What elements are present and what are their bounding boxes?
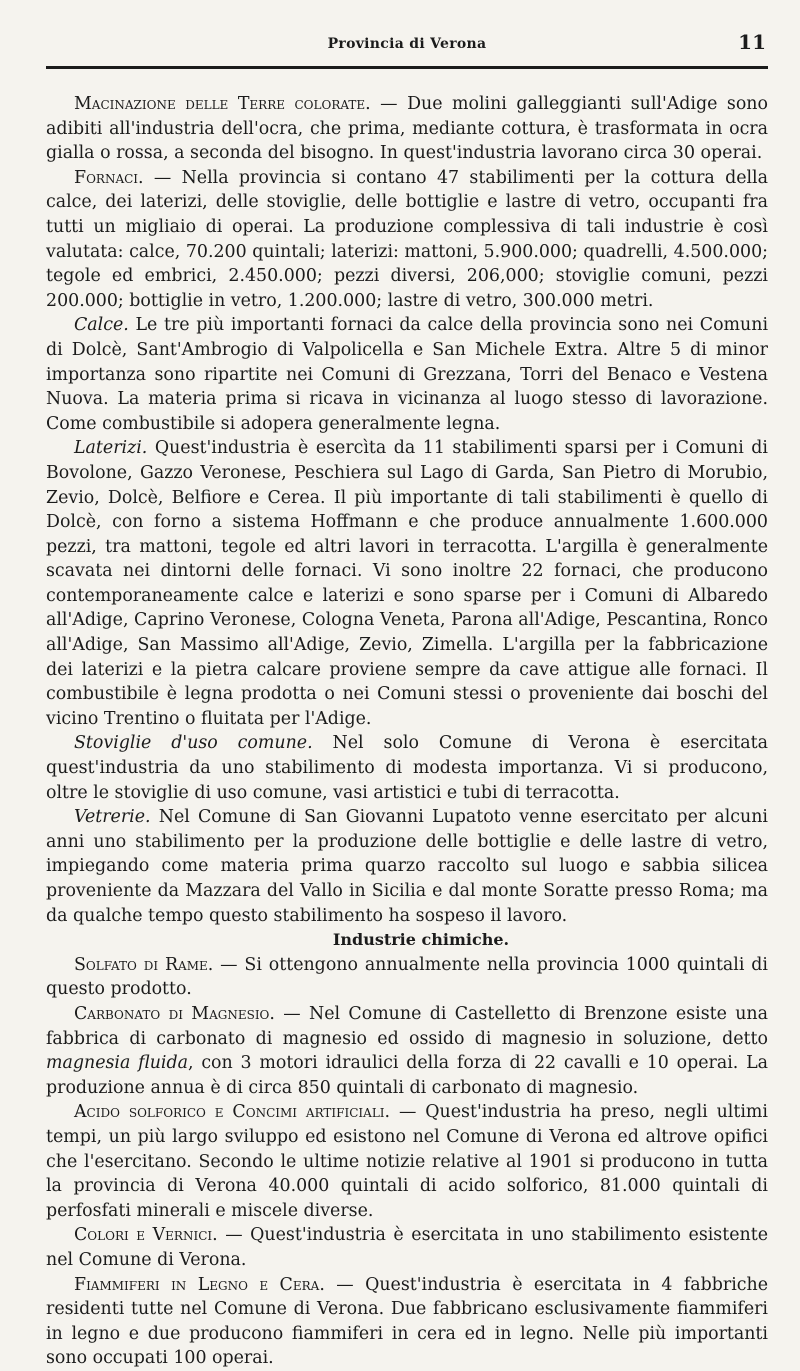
paragraph-solfato — [46, 953, 768, 1002]
paragraph-lead: Macinazione delle Terre colorate. — [74, 94, 371, 114]
paragraph-text: — Due molini galleggianti sull'Adige sono adibiti all'industria dell'ocra, che prima, mediante cottura, è trasformata in ocra gialla o rossa, a seconda del bisogno. In quest'industria lavorano circa 30 operai. — [46, 94, 768, 164]
paragraph-text: — Quest'industria è esercitata in uno stabilimento esistente nel Comune di Verona. — [46, 1225, 768, 1270]
paragraph-text: — Quest'industria è esercitata in 4 fabbriche residenti tutte nel Comune di Verona. Due fabbricano esclusivamente fiammiferi in legno e due producono fiammiferi in cera ed in legno. Nelle più importanti sono occupati 100 operai. — [46, 1274, 768, 1369]
paragraph-lead: Vetrerie. — [74, 807, 151, 828]
paragraph-fiammiferi — [46, 1273, 768, 1371]
section-title: Industrie chimiche. — [332, 930, 510, 950]
paragraph-text: — Nel Comune di Castelletto di Brenzone esiste una fabbrica di carbonato di magnesio ed ossido di magnesio in soluzione, detto — [46, 1003, 769, 1049]
paragraph-lead: Laterizi. — [74, 438, 148, 459]
paragraph-text: , con 3 motori idraulici della forza di 22 cavalli e 10 operai. La produzione annua è di circa 850 quintali di carbonato di magnesio. — [46, 1053, 768, 1098]
paragraph-lead: Colori e Vernici. — [74, 1225, 218, 1246]
paragraph-lead: Solfato di Rame. — [74, 954, 214, 975]
paragraph-italic-term: magnesia fluida — [46, 1053, 188, 1074]
paragraph-lead: Calce. — [74, 315, 129, 336]
paragraph-colori — [46, 1223, 768, 1272]
paragraph-text: Nel solo Comune di Verona è esercitata quest'industria da uno stabilimento di modesta importanza. Vi si producono, oltre le stoviglie di uso comune, vasi artistici e tubi di terracotta. — [46, 733, 768, 803]
paragraph-laterizi — [46, 436, 768, 731]
header-rule — [46, 66, 768, 69]
paragraph-calce — [46, 313, 768, 436]
page-number: 11 — [738, 30, 766, 54]
paragraph-carbonato — [46, 1002, 768, 1100]
paragraph-lead: Fiammiferi in Legno e Cera. — [74, 1274, 325, 1295]
paragraph-stoviglie — [46, 731, 768, 805]
page-body — [46, 92, 768, 1371]
paragraph-text: Quest'industria è esercìta da 11 stabilimenti sparsi per i Comuni di Bovolone, Gazzo Veronese, Peschiera sul Lago di Garda, San Pietro di Morubio, Zevio, Dolcè, Belfiore e Cerea. Il più importante di tali stabilimenti è quello di Dolcè, con forno a sistema Hoffmann e che produce annualmente 1.600.000 pezzi, tra mattoni, tegole ed altri lavori in terracotta. L'argilla è generalmente scavata nei dintorni delle fornaci. Vi sono inoltre 22 fornaci, che producono contemporaneamente calce e laterizi e sono sparse per i Comuni di Albaredo all'Adige, Caprino Veronese, Cologna Veneta, Parona all'Adige, Pescantina, Ronco all'Adige, San Massimo all'Adige, Zevio, Zimella. L'argilla per la fabbricazione dei laterizi e la pietra calcare proviene sempre da cave attigue alle fornaci. Il combustibile è legna prodotta o nei Comuni stessi o proveniente dai boschi del vicino Trentino o fluitata per l'Adige. — [46, 438, 768, 729]
paragraph-fornaci — [46, 166, 768, 314]
paragraph-lead: Stoviglie d'uso comune. — [74, 733, 313, 754]
running-title: Provincia di Verona — [327, 36, 487, 52]
paragraph-lead: Fornaci. — [74, 167, 144, 188]
paragraph-lead: Carbonato di Magnesio. — [74, 1003, 275, 1024]
paragraph-text: — Quest'industria ha preso, negli ultimi tempi, un più largo sviluppo ed esistono nel Comune di Verona ed altrove opifici che l'esercitano. Secondo le ultime notizie relative al 1901 si producono in tutta la provincia di Verona 40.000 quintali di acido solforico, 81.000 quintali di perfosfati minerali e miscele diverse. — [46, 1102, 768, 1221]
paragraph-text: — Nella provincia si contano 47 stabilimenti per la cottura della calce, dei laterizi, delle stoviglie, delle bottiglie e lastre di vetro, occupanti fra tutti un migliaio di operai. La produzione complessiva di tali industrie è così valutata: calce, 70.200 quintali; laterizi: mattoni, 5.900.000; quadrelli, 4.500.000; tegole ed embrici, 2.450.000; pezzi diversi, 206,000; stoviglie comuni, pezzi 200.000; bottiglie in vetro, 1.200.000; lastre di vetro, 300.000 metri. — [46, 167, 768, 311]
paragraph-text: — Si ottengono annualmente nella provincia 1000 quintali di questo prodotto. — [46, 954, 768, 1000]
paragraph-lead: Acido solforico e Concimi artificiali. — [74, 1102, 391, 1123]
paragraph-text: Le tre più importanti fornaci da calce della provincia sono nei Comuni di Dolcè, Sant'Ambrogio di Valpolicella e San Michele Extra. Altre 5 di minor importanza sono ripartite nei Comuni di Grezzana, Torri del Benaco e Vestena Nuova. La materia prima si ricava in vicinanza al luogo stesso di lavorazione. Come combustibile si adopera generalmente legna. — [46, 315, 768, 434]
paragraph-vetrerie — [46, 805, 768, 928]
page-header — [46, 30, 768, 66]
paragraph-macinazione — [46, 92, 768, 166]
paragraph-acido — [46, 1100, 768, 1223]
paragraph-text: Nel Comune di San Giovanni Lupatoto venne esercitato per alcuni anni uno stabilimento per la produzione delle bottiglie e delle lastre di vetro, impiegando come materia prima quarzo raccolto sul luogo e sabbia silicea proveniente da Mazzara del Vallo in Sicilia e dal monte Soratte presso Roma; ma da qualche tempo questo stabilimento ha sospeso il lavoro. — [46, 807, 768, 926]
